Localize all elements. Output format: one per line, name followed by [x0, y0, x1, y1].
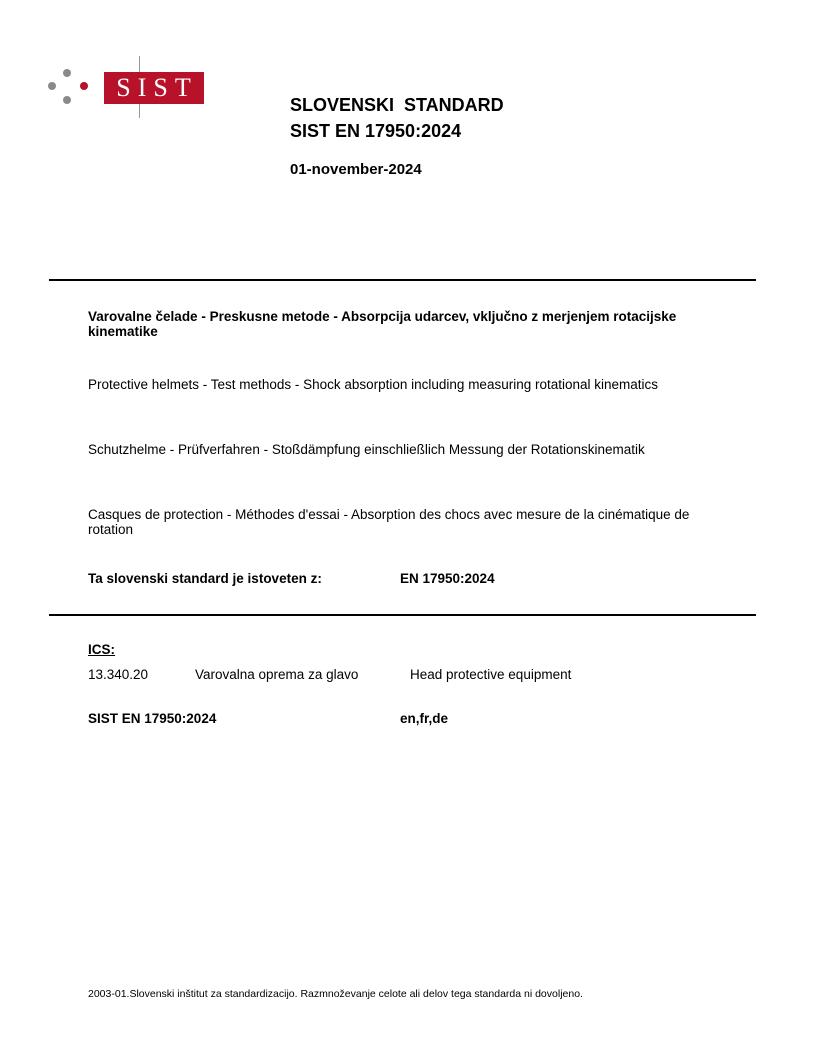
identical-label: Ta slovenski standard je istoveten z:	[88, 571, 322, 586]
standard-languages: en,fr,de	[400, 711, 449, 726]
ics-name-slovenian: Varovalna oprema za glavo	[195, 667, 359, 682]
sist-logo	[46, 56, 216, 120]
header-date: 01-november-2024	[290, 161, 422, 178]
title-french: Casques de protection - Méthodes d'essai - Absorption des chocs avec mesure de la cinématique de rotation	[88, 507, 690, 537]
ics-name-english: Head protective equipment	[410, 667, 572, 682]
title-english: Protective helmets - Test methods - Shock absorption including measuring rotational kinematics	[88, 377, 659, 392]
logo-dot-gray-left	[48, 82, 56, 90]
divider-bottom	[49, 614, 756, 616]
standard-code: SIST EN 17950:2024	[88, 711, 217, 726]
ics-code: 13.340.20	[88, 667, 149, 682]
identical-value: EN 17950:2024	[400, 571, 495, 586]
title-slovenian: Varovalne čelade - Preskusne metode - Absorpcija udarcev, vključno z merjenjem rotacijske kinematike	[88, 309, 677, 339]
header-line-1: SLOVENSKI STANDARD	[290, 95, 504, 115]
logo-wordmark: SIST	[104, 72, 204, 104]
divider-top	[49, 279, 756, 281]
logo-dot-red	[80, 82, 88, 90]
header-line-2: SIST EN 17950:2024	[290, 121, 462, 141]
logo-dot-gray-top	[63, 69, 71, 77]
ics-heading: ICS:	[88, 642, 115, 657]
copyright-footer: 2003-01.Slovenski inštitut za standardizacijo. Razmnoževanje celote ali delov tega standarda ni dovoljeno.	[88, 988, 583, 1000]
logo-dot-gray-bottom	[63, 96, 71, 104]
title-german: Schutzhelme - Prüfverfahren - Stoßdämpfung einschließlich Messung der Rotationskinematik	[88, 442, 645, 457]
